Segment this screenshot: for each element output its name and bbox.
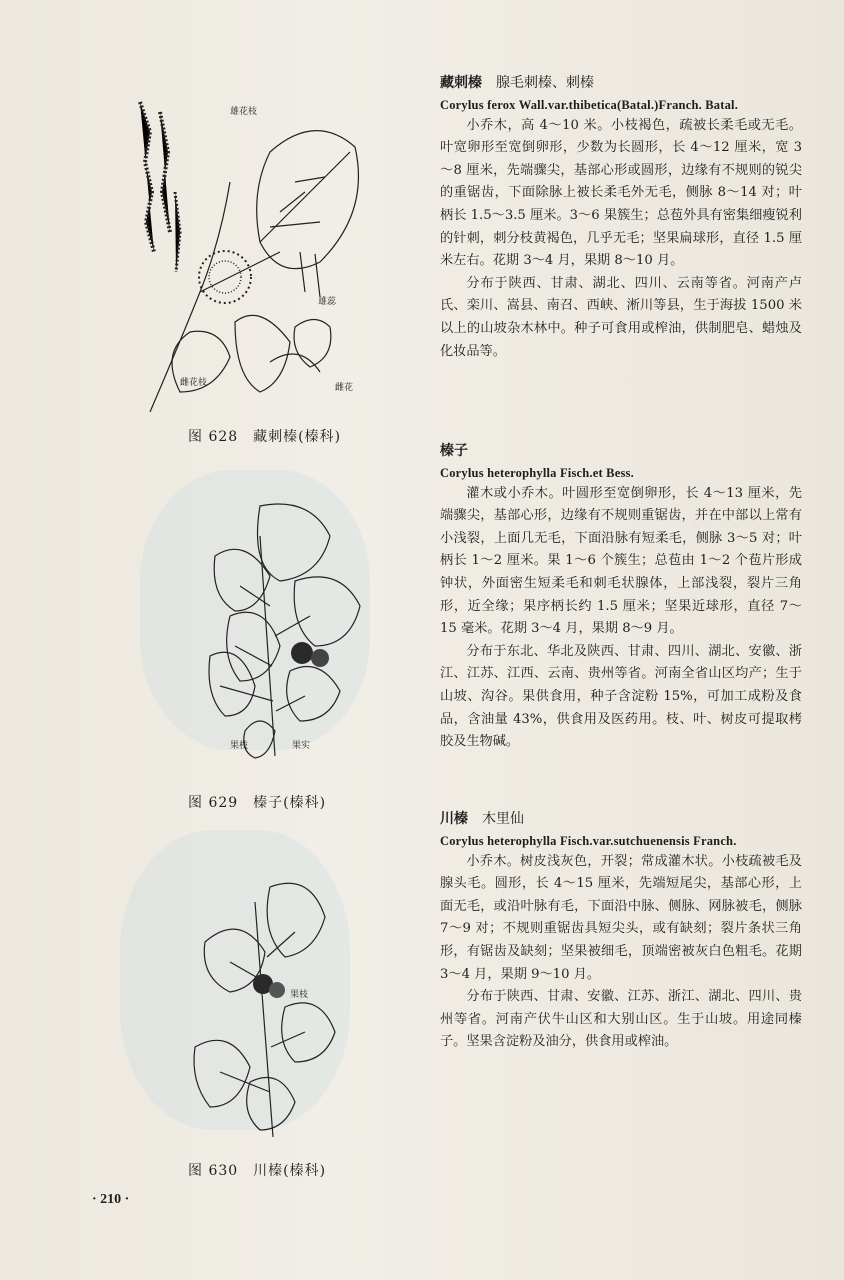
figure-629-caption: 图 629 榛子(榛科) [188,795,327,811]
species-name: 榛子 [440,443,468,459]
entry-zhen-zi [440,440,802,754]
entry-heading [440,808,802,831]
label-female-branch: 雌花枝 [180,378,208,388]
entry-zang-ci-zhen [440,72,802,363]
distribution-paragraph: 分布于陕西、甘肃、安徽、江苏、浙江、湖北、四川、贵州等省。河南产伏牛山区和大别山区。生于山坡。用途同榛子。坚果含淀粉及油分，供食用或榨油。 [440,989,802,1050]
figure-628-illustration [120,92,370,422]
species-name: 藏刺榛 [440,75,482,91]
figure-628-caption: 图 628 藏刺榛(榛科) [188,429,342,445]
label-male-branch: 雄花枝 [230,107,258,117]
description-paragraph: 小乔木，高 4～10 米。小枝褐色，疏被长柔毛或无毛。叶宽卵形至宽倒卵形，少数为长圆形，长 4～12 厘米，宽 3～8 厘米，先端骤尖，基部心形或圆形，边缘有不规则的锐尖的重锯齿，下面除脉上被长柔毛外无毛，侧脉 8～14 对；叶柄长 1.5～3.5 厘米。3～6 果簇生；总苞外具有密集细瘦锐利的针刺，刺分枝黄褐色，几乎无毛；坚果扁球形，直径 1.5 厘米左右。花期 3～4 月，果期 8～10 月。 [440,117,802,269]
species-alias: 木里仙 [482,811,524,827]
label-fruit-branch: 果枝 [230,741,249,751]
entry-chuan-zhen [440,808,802,1054]
entry-heading [440,72,802,95]
figure-630-caption: 图 630 川榛(榛科) [188,1163,327,1179]
description-paragraph: 灌木或小乔木。叶圆形至宽倒卵形，长 4～13 厘米，先端骤尖，基部心形，边缘有不规则重锯齿，并在中部以上常有小浅裂，上面几无毛，下面沿脉有短柔毛，侧脉 3～5 对；叶柄长 1～2 厘米。果 1～6 个簇生；总苞由 1～2 个苞片形成钟状，外面密生短柔毛和刺毛状腺体，上部浅裂，裂片三角形，近全缘；果序柄长约 1.5 厘米；坚果近球形，直径 7～15 毫米。花期 3～4 月，果期 8～9 月。 [440,485,802,637]
distribution-paragraph: 分布于东北、华北及陕西、甘肃、四川、湖北、安徽、浙江、江苏、江西、云南、贵州等省。河南全省山区均产；生于山坡、沟谷。果供食用，种子含淀粉 15%，可加工成粉及食品，含油量 43%，供食用及医药用。枝、叶、树皮可提取栲胶及生物碱。 [440,643,802,750]
figure-630-illustration [185,872,345,1142]
label-fruit-branch-630: 果枝 [290,990,309,1000]
species-name: 川榛 [440,811,468,827]
label-female-flower: 雌花 [335,383,354,393]
latin-name: Corylus heterophylla Fisch.et Bess. [440,465,634,480]
figure-629-illustration [200,496,380,766]
latin-name: Corylus ferox Wall.var.thibetica(Batal.)Franch. Batal. [440,97,739,112]
description-paragraph: 小乔木。树皮浅灰色，开裂；常成灌木状。小枝疏被毛及腺头毛。圆形，长 4～15 厘米，先端短尾尖，基部心形，上面无毛，或沿叶脉有毛，下面沿中脉、侧脉、网脉被毛，侧脉 7～9 对；不规则重锯齿具短尖头，或有缺刻；裂片条状三角形，有锯齿及缺刻；坚果被细毛，顶端密被灰白色粗毛。花期 3～4 月，果期 9～10 月。 [440,853,802,982]
species-alias: 腺毛刺榛、刺榛 [496,75,594,91]
page-number: · 210 · [92,1192,130,1207]
entry-heading [440,440,802,463]
label-stamen: 雄蕊 [318,297,337,307]
latin-name: Corylus heterophylla Fisch.var.sutchuenensis Franch. [440,833,737,848]
label-fruit: 果实 [292,741,311,751]
distribution-paragraph: 分布于陕西、甘肃、湖北、四川、云南等省。河南产卢氏、栾川、嵩县、南召、西峡、淅川等县，生于海拔 1500 米以上的山坡杂木林中。种子可食用或榨油，供制肥皂、蜡烛及化妆品等。 [440,275,802,359]
